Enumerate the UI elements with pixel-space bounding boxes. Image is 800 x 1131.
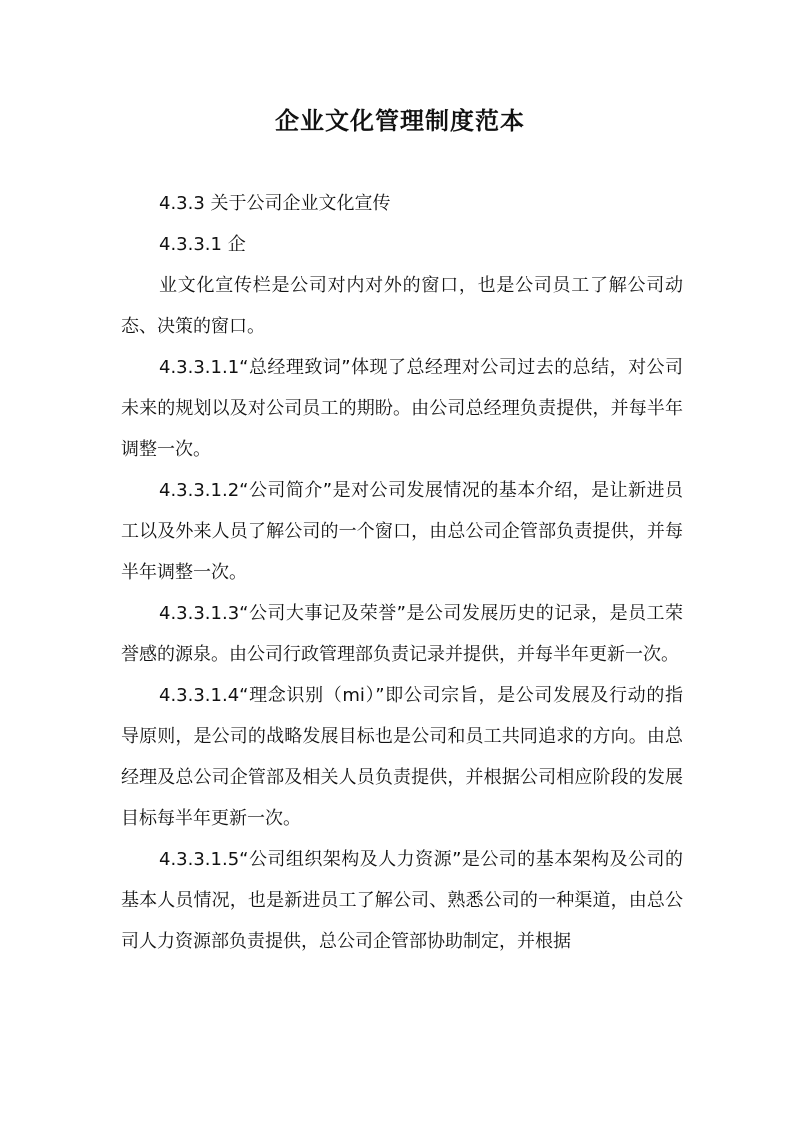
document-body [121, 183, 683, 962]
document-title: 企业文化管理制度范本 [275, 107, 525, 135]
paragraph: 4.3.3.1.4“理念识别（mi）”即公司宗旨，是公司发展及行动的指导原则，是公司的战略发展目标也是公司和员工共同追求的方向。由总经理及总公司企管部及相关人员负责提供，并根据公司相应阶段的发展目标每半年更新一次。 [121, 685, 683, 829]
paragraph: 4.3.3.1.1“总经理致词”体现了总经理对公司过去的总结，对公司未来的规划以及对公司员工的期盼。由公司总经理负责提供，并每半年调整一次。 [121, 357, 683, 460]
subsection-heading: 4.3.3.1 企 [159, 234, 246, 255]
paragraph: 4.3.3.1.3“公司大事记及荣誉”是公司发展历史的记录，是员工荣誉感的源泉。由公司行政管理部负责记录并提供，并每半年更新一次。 [121, 603, 683, 665]
paragraph: 4.3.3.1.5“公司组织架构及人力资源”是公司的基本架构及公司的基本人员情况，也是新进员工了解公司、熟悉公司的一种渠道，由总公司人力资源部负责提供，总公司企管部协助制定，并根据 [121, 849, 683, 952]
paragraph: 4.3.3.1.2“公司简介”是对公司发展情况的基本介绍，是让新进员工以及外来人员了解公司的一个窗口，由总公司企管部负责提供，并每半年调整一次。 [121, 480, 683, 583]
paragraph: 业文化宣传栏是公司对内对外的窗口，也是公司员工了解公司动态、决策的窗口。 [121, 275, 683, 337]
section-heading: 4.3.3 关于公司企业文化宣传 [159, 193, 391, 214]
